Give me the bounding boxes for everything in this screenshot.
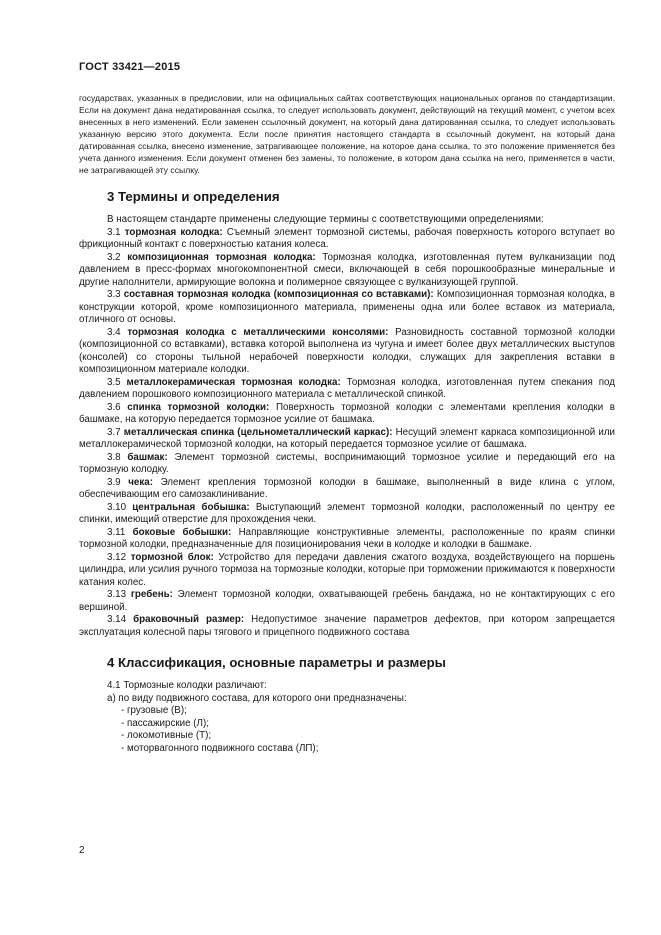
section-3-title: 3 Термины и определения: [107, 189, 280, 204]
term-definition: Тормозная колодка, изготовленная путем спекания под давлением порошкового композиционного материала с металлической спинкой.: [79, 376, 615, 400]
term-name: тормозной блок:: [130, 551, 214, 563]
term-definition: Несущий элемент каркаса композиционной или металлокерамической тормозной колодки, на который передается тормозное усилие от башмака.: [79, 426, 616, 450]
term-entry: [79, 452, 615, 477]
term-definition: Направляющие конструктивные элементы, расположенные по краям спинки тормозной колодки, предназначенные для позиционирования чеки в колодке и колодки в башмаке.: [79, 526, 615, 550]
term-name: составная тормозная колодка (композиционная со вставками):: [123, 289, 434, 300]
subitem: - локомотивные (Т);: [121, 730, 212, 741]
term-entry: [79, 502, 615, 527]
page-number: 2: [79, 845, 85, 856]
term-definition: Композиционная тормозная колодка, в конструкции которой, кроме композиционного материала, применены одна или более вставок из материала, отличного от основы.: [79, 289, 615, 325]
term-name: металлокерамическая тормозная колодка:: [126, 376, 341, 388]
term-name: гребень:: [130, 589, 173, 600]
term-entry: [79, 614, 615, 639]
term-entry: [79, 289, 615, 327]
term-name: боковые бобышки:: [132, 526, 232, 538]
subitem: - моторвагонного подвижного состава (ЛП);: [121, 742, 319, 754]
section-4-body: [79, 680, 615, 755]
section-3-lead: В настоящем стандарте применены следующие термины с соответствующими определениями:: [107, 214, 544, 225]
term-entry: [79, 227, 615, 252]
term-definition: Поверхность тормозной колодки с элементами крепления колодки в башмаке, на которую передается тормозное усилие от башмака.: [79, 401, 615, 425]
term-definition: Элемент крепления тормозной колодки в башмаке, выполненный в виде клина с углом, обеспечивающим его самозаклинивание.: [79, 476, 615, 500]
term-number: 3.3: [107, 289, 121, 300]
term-number: 3.9: [107, 476, 121, 488]
term-entry: [79, 552, 615, 590]
term-name: композиционная тормозная колодка:: [127, 251, 316, 263]
term-entry: [79, 589, 615, 614]
term-definition: Устройство для передачи давления сжатого воздуха, воздействующего на поршень цилиндра, или усилия ручного тормоза на тормозные колодки, которые при торможении прижимаются к поверхности катания колес.: [79, 551, 615, 588]
term-number: 3.6: [107, 401, 121, 413]
page-content: [79, 92, 615, 755]
term-entry: [79, 527, 615, 552]
term-number: 3.5: [107, 376, 121, 388]
term-name: башмак:: [127, 451, 168, 463]
term-number: 3.1: [107, 226, 121, 238]
term-name: металлическая спинка (цельнометаллический каркас):: [123, 426, 393, 438]
section-4-title: 4 Классификация, основные параметры и размеры: [107, 655, 446, 670]
term-definition: Элемент тормозной системы, воспринимающий тормозное усилие и передающий его на тормозную колодку.: [79, 451, 615, 475]
term-name: тормозная колодка с металлическими консолями:: [127, 326, 389, 338]
term-number: 3.14: [107, 614, 127, 625]
intro-paragraph: государствах, указанных в предисловии, или на официальных сайтах соответствующих национальных органов по стандартизации. Если на документ дана недатированная ссылка, то следует использовать документ, действующий на текущий момент, с учетом всех внесенных в него изменений. Если заменен ссылочный документ, на который дана датированная ссылка, то следует использовать указанную версию этого документа. Если после принятия настоящего стандарта в ссылочный документ, на который дана датированная ссылка, внесено изменение, затрагивающее положение, на которое дана ссылка, то это положение применяется без учета данного изменения. Если документ отменен без замены, то положение, в котором дана ссылка на него, применяется в части, не затрагивающей эту ссылку.: [79, 93, 615, 175]
term-number: 3.7: [107, 426, 121, 438]
term-entry: [79, 377, 615, 402]
term-number: 3.10: [107, 501, 127, 513]
term-name: тормозная колодка:: [124, 226, 223, 238]
section-4-lead: 4.1 Тормозные колодки различают:: [107, 680, 267, 691]
document-header: ГОСТ 33421—2015: [79, 61, 181, 73]
term-entry: [79, 252, 615, 290]
term-definition: Выступающий элемент тормозной колодки, расположенный по центру ее спинки, имеющий отверстие для прохождения чеки.: [79, 501, 615, 525]
term-entry: [79, 477, 615, 502]
terms-list: [79, 227, 615, 640]
term-number: 3.4: [107, 326, 121, 338]
term-number: 3.13: [107, 589, 127, 600]
term-name: браковочный размер:: [133, 614, 245, 625]
term-number: 3.12: [107, 551, 127, 563]
section-3-body: [79, 214, 615, 639]
subitem: - грузовые (В);: [121, 705, 187, 716]
term-definition: Тормозная колодка, изготовленная путем вулканизации под давлением в пресс-формах многокомпонентной смеси, включающей в себя порошкообразные минеральные и другие наполнители, армирующие волокна и полимерное связующее с вулканизующей группой.: [79, 251, 615, 288]
term-entry: [79, 327, 615, 377]
term-definition: Недопустимое значение параметров дефектов, при котором запрещается эксплуатация колесной пары тягового и прицепного подвижного состава: [79, 614, 615, 638]
term-definition: Разновидность составной тормозной колодки (композиционной со вставками), вставка которой выполнена из чугуна и имеет более двух металлических выступов (консолей) со стороны тыльной нерабочей поверхности колодки, служащих для закрепления вставки в композиционном материале колодки.: [79, 326, 615, 375]
term-number: 3.11: [107, 526, 126, 538]
term-name: чека:: [128, 476, 153, 488]
term-name: центральная бобышка:: [132, 501, 250, 513]
term-number: 3.8: [107, 451, 121, 463]
term-definition: Съемный элемент тормозной системы, рабочая поверхность которого вступает во фрикционный контакт с поверхностью катания колеса.: [79, 226, 615, 250]
subitem: - пассажирские (Л);: [121, 717, 209, 729]
term-entry: [79, 402, 615, 427]
section-4-item-a: а) по виду подвижного состава, для которого они предназначены:: [107, 692, 407, 704]
term-definition: Элемент тормозной колодки, охватывающей гребень бандажа, но не контактирующих с его вершиной.: [79, 589, 615, 613]
term-name: спинка тормозной колодки:: [127, 401, 270, 413]
term-number: 3.2: [107, 251, 121, 263]
term-entry: [79, 427, 615, 452]
